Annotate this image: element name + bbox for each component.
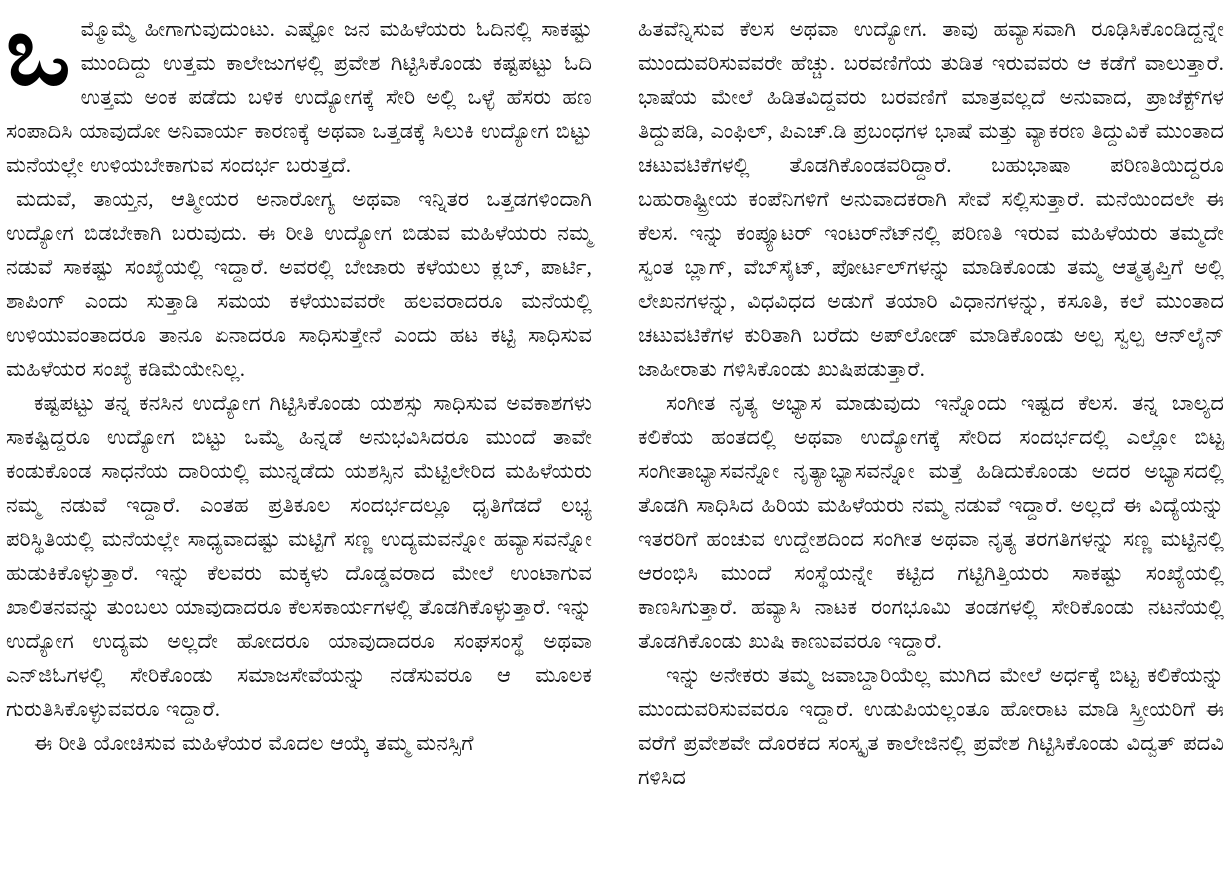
paragraph-7: ಇನ್ನು ಅನೇಕರು ತಮ್ಮ ಜವಾಬ್ದಾರಿಯೆಲ್ಲ ಮುಗಿದ ಮೇಲೆ ಅರ್ಧಕ್ಕೆ ಬಿಟ್ಟ ಕಲಿಕೆಯನ್ನು ಮುಂದುವರಿಸುವವರೂ ಇದ್ದಾರೆ. ಉಡುಪಿಯಲ್ಲಂತೂ ಹೋರಾಟ ಮಾಡಿ ಸ್ತ್ರೀಯರಿಗೆ ಈ ವರೆಗೆ ಪ್ರವೇಶವೇ ದೊರಕದ ಸಂಸ್ಕೃತ ಕಾಲೇಜಿನಲ್ಲಿ ಪ್ರವೇಶ ಗಿಟ್ಟಿಸಿಕೊಂಡು ವಿದ್ವತ್ ಪದವಿ ಗಳಿಸಿದ [638,663,1224,789]
text-column-right [638,12,1224,860]
paragraph-5: ಹಿತವೆನ್ನಿಸುವ ಕೆಲಸ ಅಥವಾ ಉದ್ಯೋಗ. ತಾವು ಹವ್ಯಾಸವಾಗಿ ರೂಢಿಸಿಕೊಂಡಿದ್ದನ್ನೇ ಮುಂದುವರಿಸುವವರೇ ಹೆಚ್ಚು. ಬರವಣಿಗೆಯ ತುಡಿತ ಇರುವವರು ಆ ಕಡೆಗೆ ವಾಲುತ್ತಾರೆ. ಭಾಷೆಯ ಮೇಲೆ ಹಿಡಿತವಿದ್ದವರು ಬರವಣಿಗೆ ಮಾತ್ರವಲ್ಲದೆ ಅನುವಾದ, ಪ್ರಾಜೆಕ್ಟ್‌ಗಳ ತಿದ್ದುಪಡಿ, ಎಂಫಿಲ್, ಪಿಎಚ್.ಡಿ ಪ್ರಬಂಧಗಳ ಭಾಷೆ ಮತ್ತು ವ್ಯಾಕರಣ ತಿದ್ದುವಿಕೆ ಮುಂತಾದ ಚಟುವಟಿಕೆಗಳಲ್ಲಿ ತೊಡಗಿಕೊಂಡವರಿದ್ದಾರೆ. ಬಹುಭಾಷಾ ಪರಿಣತಿಯಿದ್ದರೂ ಬಹುರಾಷ್ಟ್ರೀಯ ಕಂಪೆನಿಗಳಿಗೆ ಅನುವಾದಕರಾಗಿ ಸೇವೆ ಸಲ್ಲಿಸುತ್ತಾರೆ. ಮನೆಯಿಂದಲೇ ಈ ಕೆಲಸ. ಇನ್ನು ಕಂಪ್ಯೂಟರ್ ಇಂಟರ್‌ನೆಟ್‌ನಲ್ಲಿ ಪರಿಣತಿ ಇರುವ ಮಹಿಳೆಯರು ತಮ್ಮದೇ ಸ್ವಂತ ಬ್ಲಾಗ್, ವೆಬ್‌ಸೈಟ್, ಪೋರ್ಟಲ್‌ಗಳನ್ನು ಮಾಡಿಕೊಂಡು ತಮ್ಮ ಆತ್ಮತೃಪ್ತಿಗೆ ಅಲ್ಲಿ ಲೇಖನಗಳನ್ನು, ವಿಧವಿಧದ ಅಡುಗೆ ತಯಾರಿ ವಿಧಾನಗಳನ್ನು, ಕಸೂತಿ, ಕಲೆ ಮುಂತಾದ ಚಟುವಟಿಕೆಗಳ ಕುರಿತಾಗಿ ಬರೆದು ಅಪ್‌ಲೋಡ್ ಮಾಡಿಕೊಂಡು ಅಲ್ಪ ಸ್ವಲ್ಪ ಆನ್‌ಲೈನ್ ಜಾಹೀರಾತು ಗಳಿಸಿಕೊಂಡು ಖುಷಿಪಡುತ್ತಾರೆ. [638,17,1224,381]
drop-cap: ಒ [6,0,71,105]
paragraph-2: ಮದುವೆ, ತಾಯ್ತನ, ಆತ್ಮೀಯರ ಅನಾರೋಗ್ಯ ಅಥವಾ ಇನ್ನಿತರ ಒತ್ತಡಗಳಿಂದಾಗಿ ಉದ್ಯೋಗ ಬಿಡಬೇಕಾಗಿ ಬರುವುದು. ಈ ರೀತಿ ಉದ್ಯೋಗ ಬಿಡುವ ಮಹಿಳೆಯರು ನಮ್ಮ ನಡುವೆ ಸಾಕಷ್ಟು ಸಂಖ್ಯೆಯಲ್ಲಿ ಇದ್ದಾರೆ. ಅವರಲ್ಲಿ ಬೇಜಾರು ಕಳೆಯಲು ಕ್ಲಬ್, ಪಾರ್ಟಿ, ಶಾಪಿಂಗ್ ಎಂದು ಸುತ್ತಾಡಿ ಸಮಯ ಕಳೆಯುವವರೇ ಹಲವರಾದರೂ ಮನೆಯಲ್ಲಿ ಉಳಿಯುವಂತಾದರೂ ತಾನೂ ಏನಾದರೂ ಸಾಧಿಸುತ್ತೇನೆ ಎಂದು ಹಟ ಕಟ್ಟಿ ಸಾಧಿಸುವ ಮಹಿಳೆಯರ ಸಂಖ್ಯೆ ಕಡಿಮೆಯೇನಿಲ್ಲ. [6,187,592,381]
paragraph-3: ಕಷ್ಟಪಟ್ಟು ತನ್ನ ಕನಸಿನ ಉದ್ಯೋಗ ಗಿಟ್ಟಿಸಿಕೊಂಡು ಯಶಸ್ಸು ಸಾಧಿಸುವ ಅವಕಾಶಗಳು ಸಾಕಷ್ಟಿದ್ದರೂ ಉದ್ಯೋಗ ಬಿಟ್ಟು ಒಮ್ಮೆ ಹಿನ್ನಡೆ ಅನುಭವಿಸಿದರೂ ಮುಂದೆ ತಾವೇ ಕಂಡುಕೊಂಡ ಸಾಧನೆಯ ದಾರಿಯಲ್ಲಿ ಮುನ್ನಡೆದು ಯಶಸ್ಸಿನ ಮೆಟ್ಟಿಲೇರಿದ ಮಹಿಳೆಯರು ನಮ್ಮ ನಡುವೆ ಇದ್ದಾರೆ. ಎಂತಹ ಪ್ರತಿಕೂಲ ಸಂದರ್ಭದಲ್ಲೂ ಧೃತಿಗೆಡದೆ ಲಭ್ಯ ಪರಿಸ್ಥಿತಿಯಲ್ಲಿ ಮನೆಯಲ್ಲೇ ಸಾಧ್ಯವಾದಷ್ಟು ಮಟ್ಟಿಗೆ ಸಣ್ಣ ಉದ್ಯಮವನ್ನೋ ಹವ್ಯಾಸವನ್ನೋ ಹುಡುಕಿಕೊಳ್ಳುತ್ತಾರೆ. ಇನ್ನು ಕೆಲವರು ಮಕ್ಕಳು ದೊಡ್ಡವರಾದ ಮೇಲೆ ಉಂಟಾಗುವ ಖಾಲಿತನವನ್ನು ತುಂಬಲು ಯಾವುದಾದರೂ ಕೆಲಸಕಾರ್ಯಗಳಲ್ಲಿ ತೊಡಗಿಕೊಳ್ಳುತ್ತಾರೆ. ಇನ್ನು ಉದ್ಯೋಗ ಉದ್ಯಮ ಅಲ್ಲದೇ ಹೋದರೂ ಯಾವುದಾದರೂ ಸಂಘಸಂಸ್ಥೆ ಅಥವಾ ಎನ್‌ಜಿಓಗಳಲ್ಲಿ ಸೇರಿಕೊಂಡು ಸಮಾಜಸೇವೆಯನ್ನು ನಡೆಸುವರೂ ಆ ಮೂಲಕ ಗುರುತಿಸಿಕೊಳ್ಳುವವರೂ ಇದ್ದಾರೆ. [6,391,592,721]
paragraph-1-text: ಮ್ಮೊಮ್ಮೆ ಹೀಗಾಗುವುದುಂಟು. ಎಷ್ಟೋ ಜನ ಮಹಿಳೆಯರು ಓದಿನಲ್ಲಿ ಸಾಕಷ್ಟು ಮುಂದಿದ್ದು ಉತ್ತಮ ಕಾಲೇಜುಗಳಲ್ಲಿ ಪ್ರವೇಶ ಗಿಟ್ಟಿಸಿಕೊಂಡು ಕಷ್ಟಪಟ್ಟು ಓದಿ ಉತ್ತಮ ಅಂಕ ಪಡೆದು ಬಳಿಕ ಉದ್ಯೋಗಕ್ಕೆ ಸೇರಿ ಅಲ್ಲಿ ಒಳ್ಳೆ ಹೆಸರು ಹಣ ಸಂಪಾದಿಸಿ ಯಾವುದೋ ಅನಿವಾರ್ಯ ಕಾರಣಕ್ಕೆ ಅಥವಾ ಒತ್ತಡಕ್ಕೆ ಸಿಲುಕಿ ಉದ್ಯೋಗ ಬಿಟ್ಟು ಮನೆಯಲ್ಲೇ ಉಳಿಯಬೇಕಾಗುವ ಸಂದರ್ಭ ಬರುತ್ತದೆ. [6,17,592,177]
paragraph-1 [6,0,592,182]
text-column-left [6,0,592,860]
paragraph-6: ಸಂಗೀತ ನೃತ್ಯ ಅಭ್ಯಾಸ ಮಾಡುವುದು ಇನ್ನೊಂದು ಇಷ್ಟದ ಕೆಲಸ. ತನ್ನ ಬಾಲ್ಯದ ಕಲಿಕೆಯ ಹಂತದಲ್ಲಿ ಅಥವಾ ಉದ್ಯೋಗಕ್ಕೆ ಸೇರಿದ ಸಂದರ್ಭದಲ್ಲಿ ಎಲ್ಲೋ ಬಿಟ್ಟ ಸಂಗೀತಾಭ್ಯಾಸವನ್ನೋ ನೃತ್ಯಾಭ್ಯಾಸವನ್ನೋ ಮತ್ತೆ ಹಿಡಿದುಕೊಂಡು ಅದರ ಅಭ್ಯಾಸದಲ್ಲಿ ತೊಡಗಿ ಸಾಧಿಸಿದ ಹಿರಿಯ ಮಹಿಳೆಯರು ನಮ್ಮ ನಡುವೆ ಇದ್ದಾರೆ. ಅಲ್ಲದೆ ಈ ವಿದ್ಯೆಯನ್ನು ಇತರರಿಗೆ ಹಂಚುವ ಉದ್ದೇಶದಿಂದ ಸಂಗೀತ ಅಥವಾ ನೃತ್ಯ ತರಗತಿಗಳನ್ನು ಸಣ್ಣ ಮಟ್ಟಿನಲ್ಲಿ ಆರಂಭಿಸಿ ಮುಂದೆ ಸಂಸ್ಥೆಯನ್ನೇ ಕಟ್ಟಿದ ಗಟ್ಟಿಗಿತ್ತಿಯರು ಸಾಕಷ್ಟು ಸಂಖ್ಯೆಯಲ್ಲಿ ಕಾಣಸಿಗುತ್ತಾರೆ. ಹವ್ಯಾಸಿ ನಾಟಕ ರಂಗಭೂಮಿ ತಂಡಗಳಲ್ಲಿ ಸೇರಿಕೊಂಡು ನಟನೆಯಲ್ಲಿ ತೊಡಗಿಕೊಂಡು ಖುಷಿ ಕಾಣುವವರೂ ಇದ್ದಾರೆ. [638,391,1224,653]
paragraph-4: ಈ ರೀತಿ ಯೋಚಿಸುವ ಮಹಿಳೆಯರ ಮೊದಲ ಆಯ್ಕೆ ತಮ್ಮ ಮನಸ್ಸಿಗೆ [34,731,474,755]
